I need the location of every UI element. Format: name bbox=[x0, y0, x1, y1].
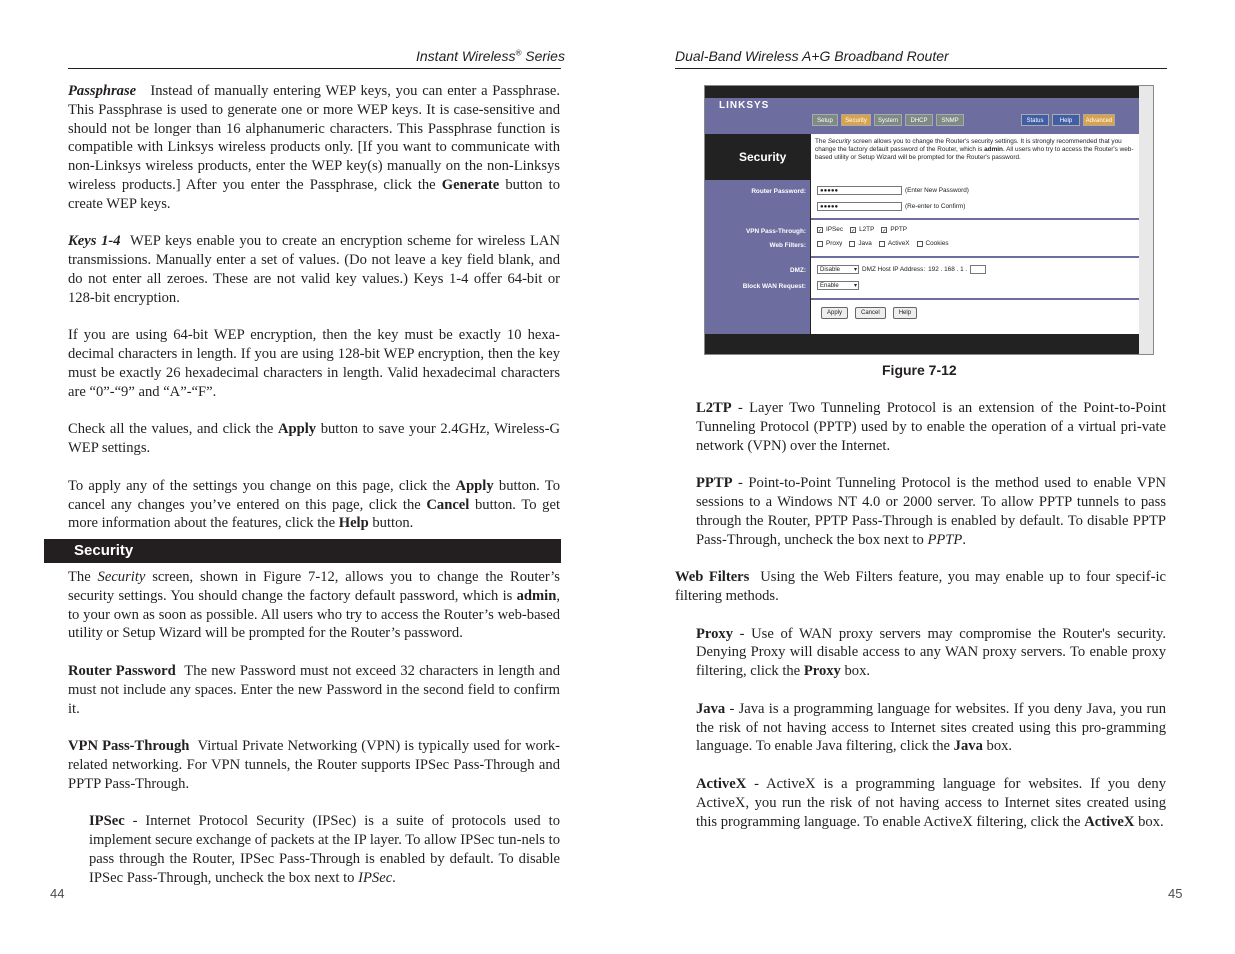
left-running-header: Instant Wireless® Series bbox=[416, 48, 565, 64]
left-column-upper bbox=[68, 82, 560, 552]
password-hint: (Enter New Password) bbox=[905, 187, 969, 194]
vpn-label: VPN Pass-Through: bbox=[745, 228, 806, 235]
confirm-row bbox=[817, 202, 965, 211]
l2tp-option-label: L2TP bbox=[859, 226, 875, 233]
vpn-row bbox=[817, 226, 907, 233]
dmz-label: DMZ: bbox=[790, 267, 806, 274]
dmz-ip-prefix: 192 . 168 . 1 . bbox=[928, 266, 968, 273]
confirm-password-field[interactable]: ●●●●● bbox=[817, 202, 902, 211]
form-divider bbox=[811, 256, 1139, 258]
ipsec-checkbox[interactable]: ✓ bbox=[818, 227, 823, 234]
left-column-lower bbox=[68, 568, 560, 906]
hex-paragraph: If you are using 64-bit WEP encryption, then the key must be exactly 10 hexa-decimal characters in length. If you are using 128-bit WEP encryption, then the key must be exactly 26 hexadecimal characters in length. Valid hexadecimal characters are “0”-“9” and “A”-“F”. bbox=[68, 327, 560, 400]
tab-setup[interactable]: Setup bbox=[812, 114, 838, 126]
tab-help[interactable]: Help bbox=[1052, 114, 1080, 126]
vpn-paragraph: VPN Pass-Through Virtual Private Networking (VPN) is typically used for work-related networking. For VPN tunnels, the Router supports IPSec Pass-Through and PPTP Pass-Through. bbox=[68, 738, 560, 792]
passphrase-paragraph: Passphrase Instead of manually entering WEP keys, you can enter a Passphrase. This Passphrase is used to generate one or more WEP keys. It is case-sensitive and should not be longer than 16 alphanumeric characters. This Passphrase function is compatible with Linksys wireless products only. [If you want to communicate with non-Linksys wireless products, enter the WEP key(s) manually on the non-Linksys wireless products.] After you enter the Passphrase, click the Generate button to create WEP keys. bbox=[68, 83, 561, 212]
password-field[interactable]: ●●●●● bbox=[817, 186, 902, 195]
confirm-hint: (Re-enter to Confirm) bbox=[905, 203, 966, 210]
form-divider bbox=[811, 218, 1139, 220]
dmz-row bbox=[817, 265, 986, 274]
ipsec-paragraph: IPSec - Internet Protocol Security (IPSec) is a suite of protocols used to implement secure exchange of packets at the IP layer. To allow IPSec tun-nels to pass through the Router, IPSec Pass-Through is enabled by default. To disable IPSec Pass-Through, uncheck the box next to IPSec. bbox=[89, 813, 560, 886]
webfilters-row bbox=[817, 240, 949, 247]
page-number-left: 44 bbox=[50, 886, 65, 901]
apply-paragraph: To apply any of the settings you change on this page, click the Apply button. To cancel any changes you’ve entered on this page, click the Cancel button. To get more information about the features, click the Help button. bbox=[68, 477, 561, 532]
webfilters-label: Web Filters: bbox=[769, 242, 806, 249]
activex-paragraph: ActiveX - ActiveX is a programming language for websites. If you deny ActiveX, you run the risk of not having access to Internet sites created using this programming language. To enable ActiveX filtering, click the ActiveX box. bbox=[696, 775, 1166, 830]
java-checkbox[interactable] bbox=[849, 241, 855, 247]
form-divider bbox=[811, 298, 1139, 300]
proxy-option-label: Proxy bbox=[826, 240, 843, 247]
figure-caption: Figure 7-12 bbox=[882, 362, 957, 378]
webfilters-paragraph: Web Filters Using the Web Filters feature, you may enable up to four specif-ic filtering methods. bbox=[675, 569, 1166, 604]
right-column bbox=[675, 399, 1166, 850]
check-paragraph: Check all the values, and click the Apply button to save your 2.4GHz, Wireless-G WEP settings. bbox=[68, 421, 560, 457]
tab-security[interactable]: Security bbox=[841, 114, 871, 126]
right-header-rule bbox=[675, 68, 1167, 69]
dmz-select[interactable]: Disable ▾ bbox=[817, 265, 859, 274]
proxy-paragraph: Proxy - Use of WAN proxy servers may compromise the Router's security. Denying Proxy will disable access to any WAN proxy servers. To enable proxy filtering, click the Proxy box. bbox=[696, 625, 1166, 680]
java-paragraph: Java - Java is a programming language for websites. If you deny Java, you run the risk of not having access to Internet sites created using this pro-gramming language. To enable Java filtering, click the Java box. bbox=[696, 700, 1166, 755]
proxy-checkbox[interactable] bbox=[817, 241, 823, 247]
section-heading-security: Security bbox=[44, 539, 561, 563]
l2tp-checkbox[interactable]: ✓ bbox=[851, 227, 856, 234]
keys-paragraph: Keys 1-4 WEP keys enable you to create an encryption scheme for wireless LAN transmissions. Manually enter a set of values. (Do not leave a key field blank, and do not enter all zeroes. These are not valid key values.) Keys 1-4 offer 64-bit or 128-bit encryption. bbox=[68, 233, 560, 306]
router-security-screenshot bbox=[704, 85, 1154, 355]
blockwan-select[interactable]: Enable ▾ bbox=[817, 281, 859, 290]
linksys-logo: LINKSYS bbox=[719, 100, 770, 111]
blockwan-row bbox=[817, 281, 859, 290]
right-running-header: Dual-Band Wireless A+G Broadband Router bbox=[675, 48, 949, 64]
security-intro-paragraph: The Security screen, shown in Figure 7-12, allows you to change the Router’s security settings. You should change the factory default password, which is admin, to your own as soon as possible. All users who try to access the Router’s web-based utility or Setup Wizard will be prompted for the Router’s password. bbox=[68, 569, 561, 642]
pptp-checkbox[interactable]: ✓ bbox=[882, 227, 887, 234]
dmz-ip-last-octet[interactable] bbox=[970, 265, 986, 274]
security-section-label: Security bbox=[705, 134, 810, 180]
blockwan-label: Block WAN Request: bbox=[742, 283, 806, 290]
settings-form bbox=[811, 180, 1139, 334]
activex-checkbox[interactable] bbox=[879, 241, 885, 247]
apply-button[interactable]: Apply bbox=[821, 307, 848, 319]
cancel-button[interactable]: Cancel bbox=[855, 307, 886, 319]
left-header-rule bbox=[68, 68, 561, 69]
ipsec-option-label: IPSec bbox=[826, 226, 844, 233]
router-password-label: Router Password: bbox=[751, 188, 806, 195]
page-number-right: 45 bbox=[1168, 886, 1183, 901]
l2tp-paragraph: L2TP - Layer Two Tunneling Protocol is an extension of the Point-to-Point Tunneling Protocol (PPTP) used by to enable the operation of a virtual pri-vate network (VPN) over the Internet. bbox=[696, 400, 1166, 454]
cookies-checkbox[interactable] bbox=[917, 241, 923, 247]
pptp-paragraph: PPTP - Point-to-Point Tunneling Protocol is the method used to enable VPN sessions to a Windows NT 4.0 or 2000 server. To allow PPTP tunnels to pass through the Router, PPTP Pass-Through is enabled by default. To disable PPTP Pass-Through, uncheck the box next to PPTP. bbox=[696, 475, 1166, 548]
tab-system[interactable]: System bbox=[874, 114, 902, 126]
dmz-host-label: DMZ Host IP Address: bbox=[862, 266, 926, 273]
scrollbar[interactable] bbox=[1139, 86, 1153, 354]
tab-snmp[interactable]: SNMP bbox=[936, 114, 964, 126]
cookies-option-label: Cookies bbox=[925, 240, 949, 247]
help-button[interactable]: Help bbox=[893, 307, 917, 319]
java-option-label: Java bbox=[858, 240, 872, 247]
router-password-paragraph: Router Password The new Password must not exceed 32 characters in length and must not include any spaces. Enter the new Password in the second field to confirm it. bbox=[68, 662, 560, 717]
password-row bbox=[817, 186, 969, 195]
tab-dhcp[interactable]: DHCP bbox=[905, 114, 933, 126]
tab-advanced[interactable]: Advanced bbox=[1083, 114, 1115, 126]
settings-label-panel bbox=[705, 180, 810, 334]
button-row bbox=[821, 307, 917, 319]
tab-status[interactable]: Status bbox=[1021, 114, 1049, 126]
pptp-option-label: PPTP bbox=[890, 226, 908, 233]
activex-option-label: ActiveX bbox=[887, 240, 910, 247]
security-description: The Security screen allows you to change the Router's security settings. It is strongly recommended that you change the factory default password of the Router, which is admin. All users who try to access the Router's web-based utility or Setup Wizard will be prompted for the Router's password. bbox=[811, 134, 1139, 180]
